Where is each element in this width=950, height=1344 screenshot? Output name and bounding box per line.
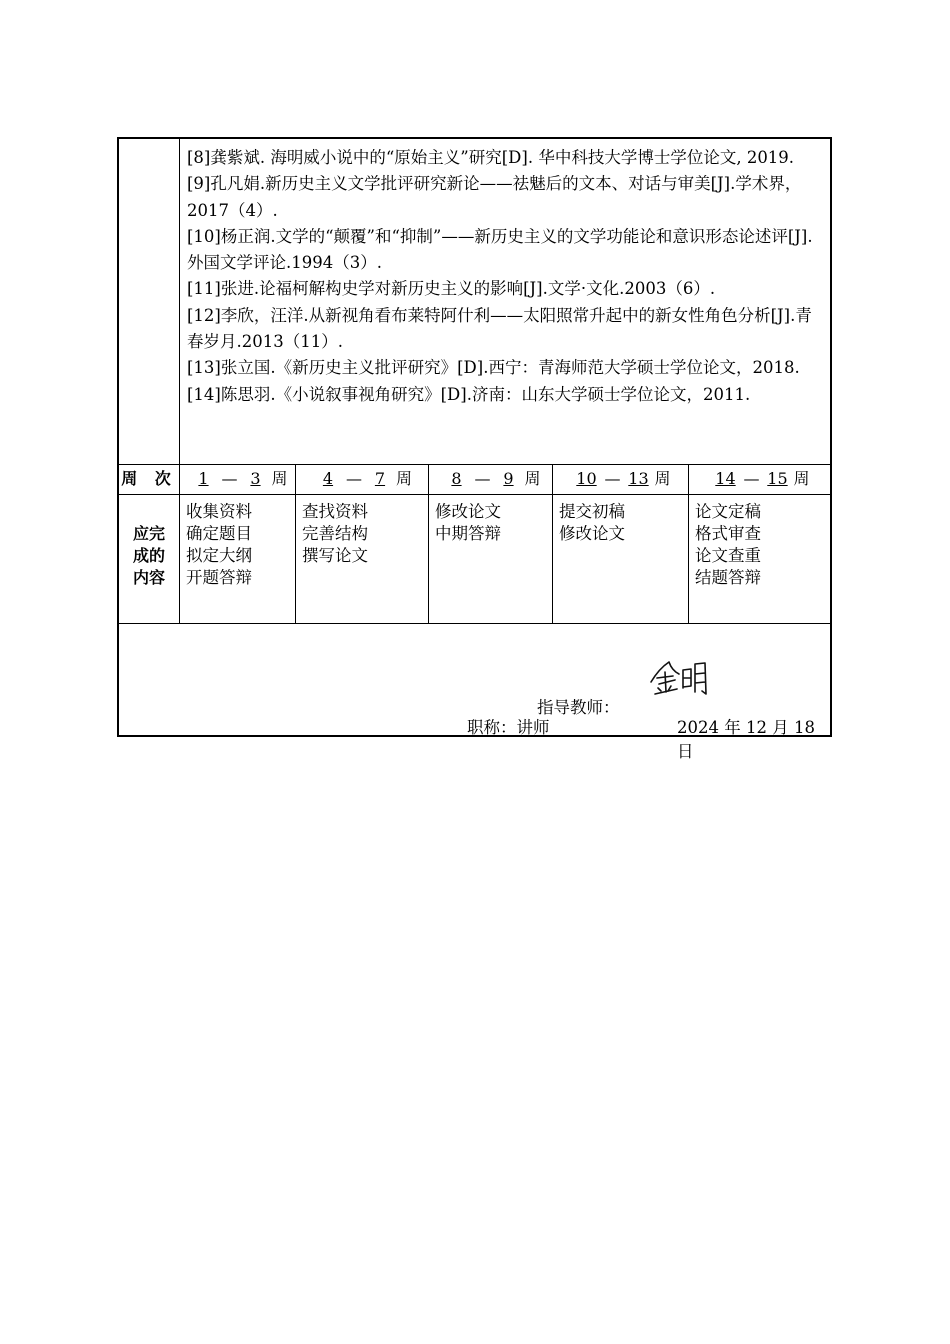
week-start: 14 — [715, 469, 736, 488]
task-item: 完善结构 — [302, 524, 368, 543]
task-item: 修改论文 — [435, 502, 501, 521]
reference-item: [9]孔凡娟.新历史主义文学批评研究新论——祛魅后的文本、对话与审美[J].学术界，2017（4）. — [187, 174, 802, 220]
week-unit: 周 — [793, 469, 810, 488]
advisor-title: 职称：讲师 — [467, 718, 550, 737]
handwritten-signature — [649, 658, 713, 702]
tasks-cell-2 — [296, 495, 429, 623]
week-end: 7 — [374, 469, 386, 488]
week-unit: 周 — [271, 469, 288, 488]
week-range-row — [119, 464, 830, 495]
reference-item: [11]张进.论福柯解构史学对新历史主义的影响[J].文学·文化.2003（6）. — [187, 279, 716, 299]
week-range-4 — [553, 464, 689, 494]
task-item: 中期答辩 — [435, 524, 501, 543]
week-dash: — — [221, 469, 238, 488]
week-range-5 — [689, 464, 830, 494]
week-start: 1 — [198, 469, 209, 488]
tasks-cell-1 — [180, 495, 296, 623]
week-end: 15 — [767, 469, 788, 488]
advisor-label: 指导教师： — [537, 698, 620, 717]
week-label: 周 次 — [119, 464, 180, 494]
references-row — [119, 139, 830, 465]
content-label — [119, 495, 179, 589]
task-item: 结题答辩 — [695, 568, 761, 587]
week-start: 8 — [451, 469, 462, 488]
task-item: 论文查重 — [695, 546, 761, 565]
task-item: 开题答辩 — [186, 568, 252, 587]
references-label-cell — [119, 139, 180, 464]
week-end: 9 — [503, 469, 514, 488]
reference-item: [12]李欣，汪洋.从新视角看布莱特阿什利——太阳照常升起中的新女性角色分析[J].青春岁月.2013（11）. — [187, 305, 812, 352]
week-dash: — — [345, 469, 362, 488]
task-item: 查找资料 — [302, 502, 368, 521]
task-item: 收集资料 — [186, 502, 252, 521]
sign-date: 2024 年 12 月 18 日 — [677, 718, 815, 761]
tasks-cell-3 — [429, 495, 553, 623]
week-unit: 周 — [524, 469, 541, 488]
task-item: 提交初稿 — [559, 502, 625, 521]
task-item: 确定题目 — [186, 524, 252, 543]
references-list — [187, 145, 827, 408]
tasks-row — [119, 495, 830, 624]
week-unit: 周 — [395, 469, 412, 488]
content-label-cell — [119, 495, 180, 623]
reference-item: [13]张立国.《新历史主义批评研究》[D].西宁：青海师范大学硕士学位论文，2018. — [187, 358, 800, 378]
reference-item: [8]龚紫斌. 海明威小说中的“原始主义”研究[D]. 华中科技大学博士学位论文, 2019. — [187, 148, 795, 167]
tasks-cell-5 — [689, 495, 830, 623]
week-end: 13 — [628, 469, 649, 488]
week-end: 3 — [250, 469, 261, 488]
task-item: 拟定大纲 — [186, 546, 252, 565]
task-item: 格式审查 — [695, 524, 761, 543]
reference-item: [14]陈思羽.《小说叙事视角研究》[D].济南：山东大学硕士学位论文，2011. — [187, 384, 751, 404]
content-label-text: 应完成的内容 — [132, 524, 165, 587]
week-range-3 — [429, 464, 553, 494]
week-start: 10 — [576, 469, 597, 488]
week-dash: — — [474, 469, 491, 488]
task-item: 论文定稿 — [695, 502, 761, 521]
task-item: 修改论文 — [559, 524, 625, 543]
week-dash: — — [743, 469, 760, 488]
task-item: 撰写论文 — [302, 546, 368, 565]
tasks-cell-4 — [553, 495, 689, 623]
task-sheet-table — [117, 137, 832, 761]
signature-row — [119, 624, 830, 761]
week-dash: — — [604, 469, 621, 488]
reference-item: [10]杨正润.文学的“颠覆”和“抑制”——新历史主义的文学功能论和意识形态论述评[J].外国文学评论.1994（3）. — [187, 226, 813, 273]
signature-icon — [649, 658, 713, 698]
week-start: 4 — [322, 469, 334, 488]
week-range-1 — [180, 464, 296, 494]
week-range-2 — [296, 464, 429, 494]
week-unit: 周 — [654, 469, 671, 488]
